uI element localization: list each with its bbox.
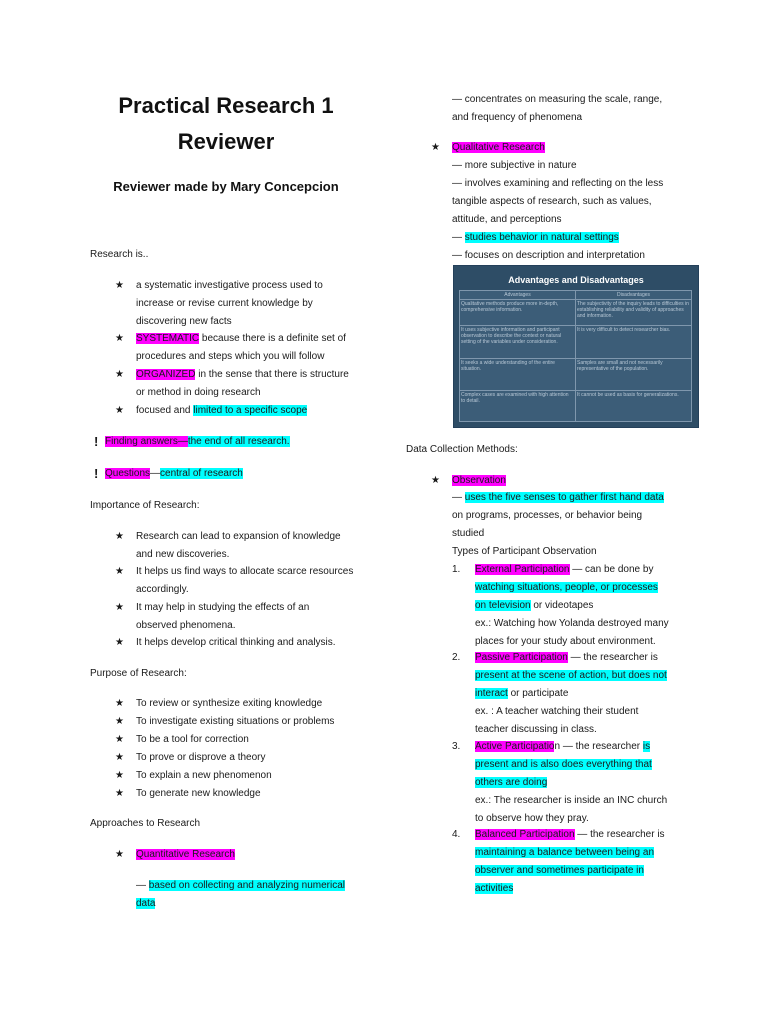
highlight-organized: ORGANIZED — [136, 369, 196, 380]
doc-title-line1: Practical Research 1 — [118, 93, 334, 118]
table-cell: It uses subjective information and participant observation to describe the context or natural setting of the variables under consideration. — [459, 325, 576, 359]
list-number: 3. — [452, 741, 461, 752]
list-item: It helps develop critical thinking and analysis. — [136, 637, 336, 648]
callout-questions: Questions—central of research — [105, 468, 243, 479]
table-image-grid — [459, 290, 692, 422]
star-bullet-icon: ★ — [115, 788, 124, 799]
list-item: Research can lead to expansion of knowledge and new discoveries. — [136, 531, 341, 560]
research-is-heading: Research is.. — [90, 249, 149, 260]
quantitative-desc: — based on collecting and analyzing numerical data — [136, 880, 346, 909]
star-bullet-icon: ★ — [115, 333, 124, 344]
doc-subtitle: Reviewer made by Mary Concepcion — [113, 179, 339, 194]
star-bullet-icon: ★ — [115, 752, 124, 763]
star-bullet-icon: ★ — [431, 142, 440, 153]
star-bullet-icon: ★ — [115, 602, 124, 613]
table-cell: Complex cases are examined with high attention to detail. — [459, 390, 576, 422]
table-cell: Samples are small and not necessarily representative of the population. — [575, 358, 692, 391]
list-number: 1. — [452, 564, 461, 575]
highlight-systematic: SYSTEMATIC — [136, 333, 200, 344]
types-heading: Types of Participant Observation — [452, 546, 597, 557]
data-collection-heading: Data Collection Methods: — [406, 444, 518, 455]
list-number: 2. — [452, 652, 461, 663]
observation-label: Observation — [452, 475, 506, 486]
list-item: It helps us find ways to allocate scarce resources accordingly. — [136, 566, 354, 595]
table-cell: Qualitative methods produce more in-depth, comprehensive information. — [459, 299, 576, 326]
highlight-scope: limited to a specific scope — [193, 405, 308, 416]
list-item: To prove or disprove a theory — [136, 752, 266, 763]
list-item: Active Participation — the researcher is present and is also does everything that others are doing ex.: The researcher is inside an INC church to observe how they pray. — [475, 741, 668, 824]
star-bullet-icon: ★ — [115, 734, 124, 745]
exclamation-icon: ! — [94, 466, 99, 481]
list-item: a systematic investigative process used to increase or revise current knowledge by discovering new facts — [136, 280, 323, 327]
star-bullet-icon: ★ — [431, 475, 440, 486]
advantages-disadvantages-table-image — [453, 265, 699, 428]
observation-desc: — uses the five senses to gather first hand data on programs, processes, or behavior being studied Types of Participant Observation — [452, 489, 664, 561]
star-bullet-icon: ★ — [115, 369, 124, 380]
list-item: To review or synthesize exiting knowledge — [136, 698, 323, 709]
list-item: To investigate existing situations or problems — [136, 716, 335, 727]
list-item: It may help in studying the effects of an observed phenomena. — [136, 602, 310, 631]
star-bullet-icon: ★ — [115, 698, 124, 709]
star-bullet-icon: ★ — [115, 566, 124, 577]
star-bullet-icon: ★ — [115, 849, 124, 860]
purpose-heading: Purpose of Research: — [90, 668, 187, 679]
star-bullet-icon: ★ — [115, 280, 124, 291]
star-bullet-icon: ★ — [115, 770, 124, 781]
list-item: External Participation — can be done by watching situations, people, or processes on television or videotapes ex.: Watching how Yolanda destroyed many places for your study about environment. — [475, 564, 669, 647]
list-item: Balanced Participation — the researcher is maintaining a balance between being an observer and sometimes participate in activities — [475, 829, 665, 894]
list-item: To explain a new phenomenon — [136, 770, 272, 781]
list-item: To generate new knowledge — [136, 788, 261, 799]
table-header: Advantages — [459, 290, 576, 300]
qualitative-desc: — more subjective in nature — involves examining and reflecting on the less tangible aspects of research, such as values, attitude, and perceptions — studies behavior in natural settings — focuses on description and interpretation — [452, 160, 664, 261]
table-header: Disadvantages — [575, 290, 692, 300]
star-bullet-icon: ★ — [115, 716, 124, 727]
list-item: SYSTEMATIC because there is a definite set of procedures and steps which you will follow — [136, 333, 346, 362]
list-item: focused and limited to a specific scope — [136, 405, 308, 416]
doc-title-line2: Reviewer — [177, 129, 275, 154]
star-bullet-icon: ★ — [115, 531, 124, 542]
list-item: To be a tool for correction — [136, 734, 249, 745]
approaches-heading: Approaches to Research — [90, 818, 201, 829]
list-item: ORGANIZED in the sense that there is structure or method in doing research — [136, 369, 349, 398]
qualitative-label: Qualitative Research — [452, 142, 545, 153]
table-image-title: Advantages and Disadvantages — [508, 275, 644, 285]
star-bullet-icon: ★ — [115, 637, 124, 648]
table-cell: It cannot be used as basis for generalizations. — [575, 390, 692, 422]
table-cell: The subjectivity of the inquiry leads to difficulties in establishing reliability and validity of approaches and information. — [575, 299, 692, 326]
list-item: Passive Participation — the researcher is present at the scene of action, but does not interact or participate ex. : A teacher watching their student teacher discussing in class. — [475, 652, 667, 735]
list-number: 4. — [452, 829, 461, 840]
quantitative-label: Quantitative Research — [136, 849, 235, 860]
table-cell: It seeks a wide understanding of the entire situation. — [459, 358, 576, 391]
quantitative-continued: — concentrates on measuring the scale, range, and frequency of phenomena — [452, 94, 663, 123]
callout-finding-answers: Finding answers—the end of all research. — [105, 436, 290, 447]
importance-heading: Importance of Research: — [90, 500, 200, 511]
star-bullet-icon: ★ — [115, 405, 124, 416]
exclamation-icon: ! — [94, 434, 99, 449]
table-cell: It is very difficult to detect researcher bias. — [575, 325, 692, 359]
